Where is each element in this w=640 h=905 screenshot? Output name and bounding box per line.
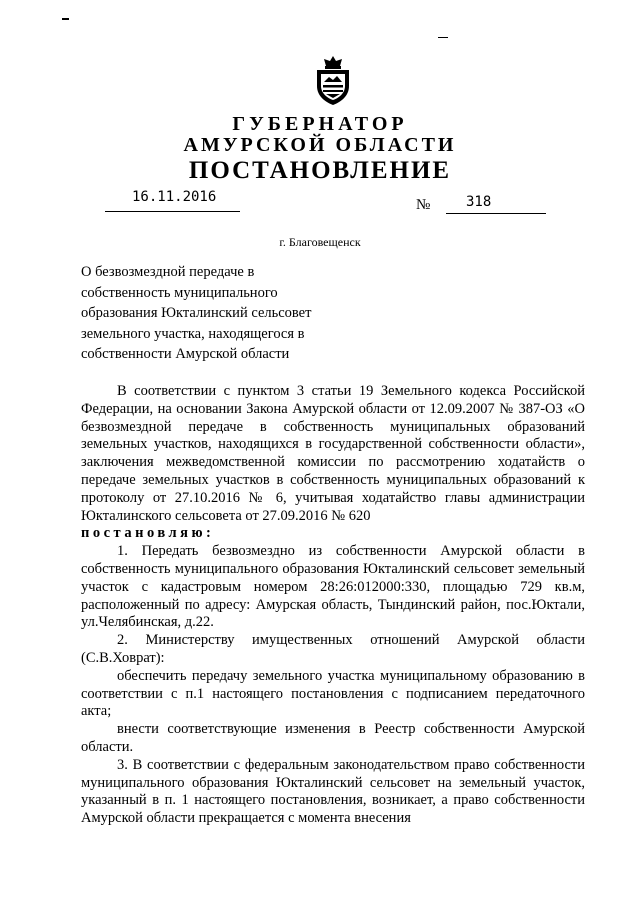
subject-line: земельного участка, находящегося в	[81, 325, 305, 342]
header-title-region: АМУРСКОЙ ОБЛАСТИ	[183, 134, 457, 156]
document-body	[81, 383, 585, 828]
header-title-governor: ГУБЕРНАТОР	[232, 113, 408, 135]
scan-artifact	[62, 18, 69, 20]
document-type-title: ПОСТАНОВЛЕНИЕ	[188, 157, 452, 184]
number-underline	[446, 213, 546, 214]
number-sign: №	[416, 197, 431, 213]
scan-artifact	[438, 37, 448, 38]
clause-2-item-a: обеспечить передачу земельного участка муниципальному образованию в соответствии с п.1 настоящего постановления с подписанием передаточного акта;	[81, 667, 585, 720]
decree-word: постановляю:	[81, 525, 215, 542]
document-date: 16.11.2016	[132, 189, 217, 205]
date-underline	[105, 211, 240, 212]
clause-1: 1. Передать безвозмездно из собственности Амурской области в собственность муниципального образования Юкталинский сельсовет земельный участок с кадастровым номером 28:26:012000:330, площадью 729 кв.м, расположенный по адресу: Амурская область, Тындинский район, пос.Юктали, ул.Челябинская, д.22.	[81, 543, 585, 631]
subject-line: О безвозмездной передаче в	[81, 264, 255, 280]
clause-3: 3. В соответствии с федеральным законодательством право собственности муниципального образования Юкталинский сельсовет на земельный участок, указанный в п. 1 настоящего постановления, возникает, а право собственности Амурской области прекращается с момента внесения	[81, 756, 585, 827]
clause-2: 2. Министерству имущественных отношений Амурской области (С.В.Ховрат):	[81, 632, 585, 666]
document-subject	[81, 262, 381, 365]
clause-2-item-b: внести соответствующие изменения в Реестр собственности Амурской области.	[81, 721, 585, 755]
subject-line: собственность муниципального	[81, 284, 278, 301]
preamble-paragraph: В соответствии с пунктом 3 статьи 19 Земельного кодекса Российской Федерации, на основании Закона Амурской области от 12.09.2007 № 387-ОЗ «О безвозмездной передаче в собственность муниципальных образований земельных участков, находящихся в государственной собственности области», заключения межведомственной комиссии по рассмотрению ходатайств о передаче земельных участков в собственность муниципальных образований к протоколу от 27.10.2016 № 6, учитывая ходатайство главы администрации Юкталинского сельсовета от 27.09.2016 № 620	[81, 383, 585, 524]
coat-of-arms-icon	[312, 56, 354, 106]
document-number: 318	[466, 194, 492, 210]
subject-line: собственности Амурской области	[81, 346, 290, 362]
subject-line: образования Юкталинский сельсовет	[81, 305, 312, 321]
issue-city: г. Благовещенск	[279, 235, 361, 249]
